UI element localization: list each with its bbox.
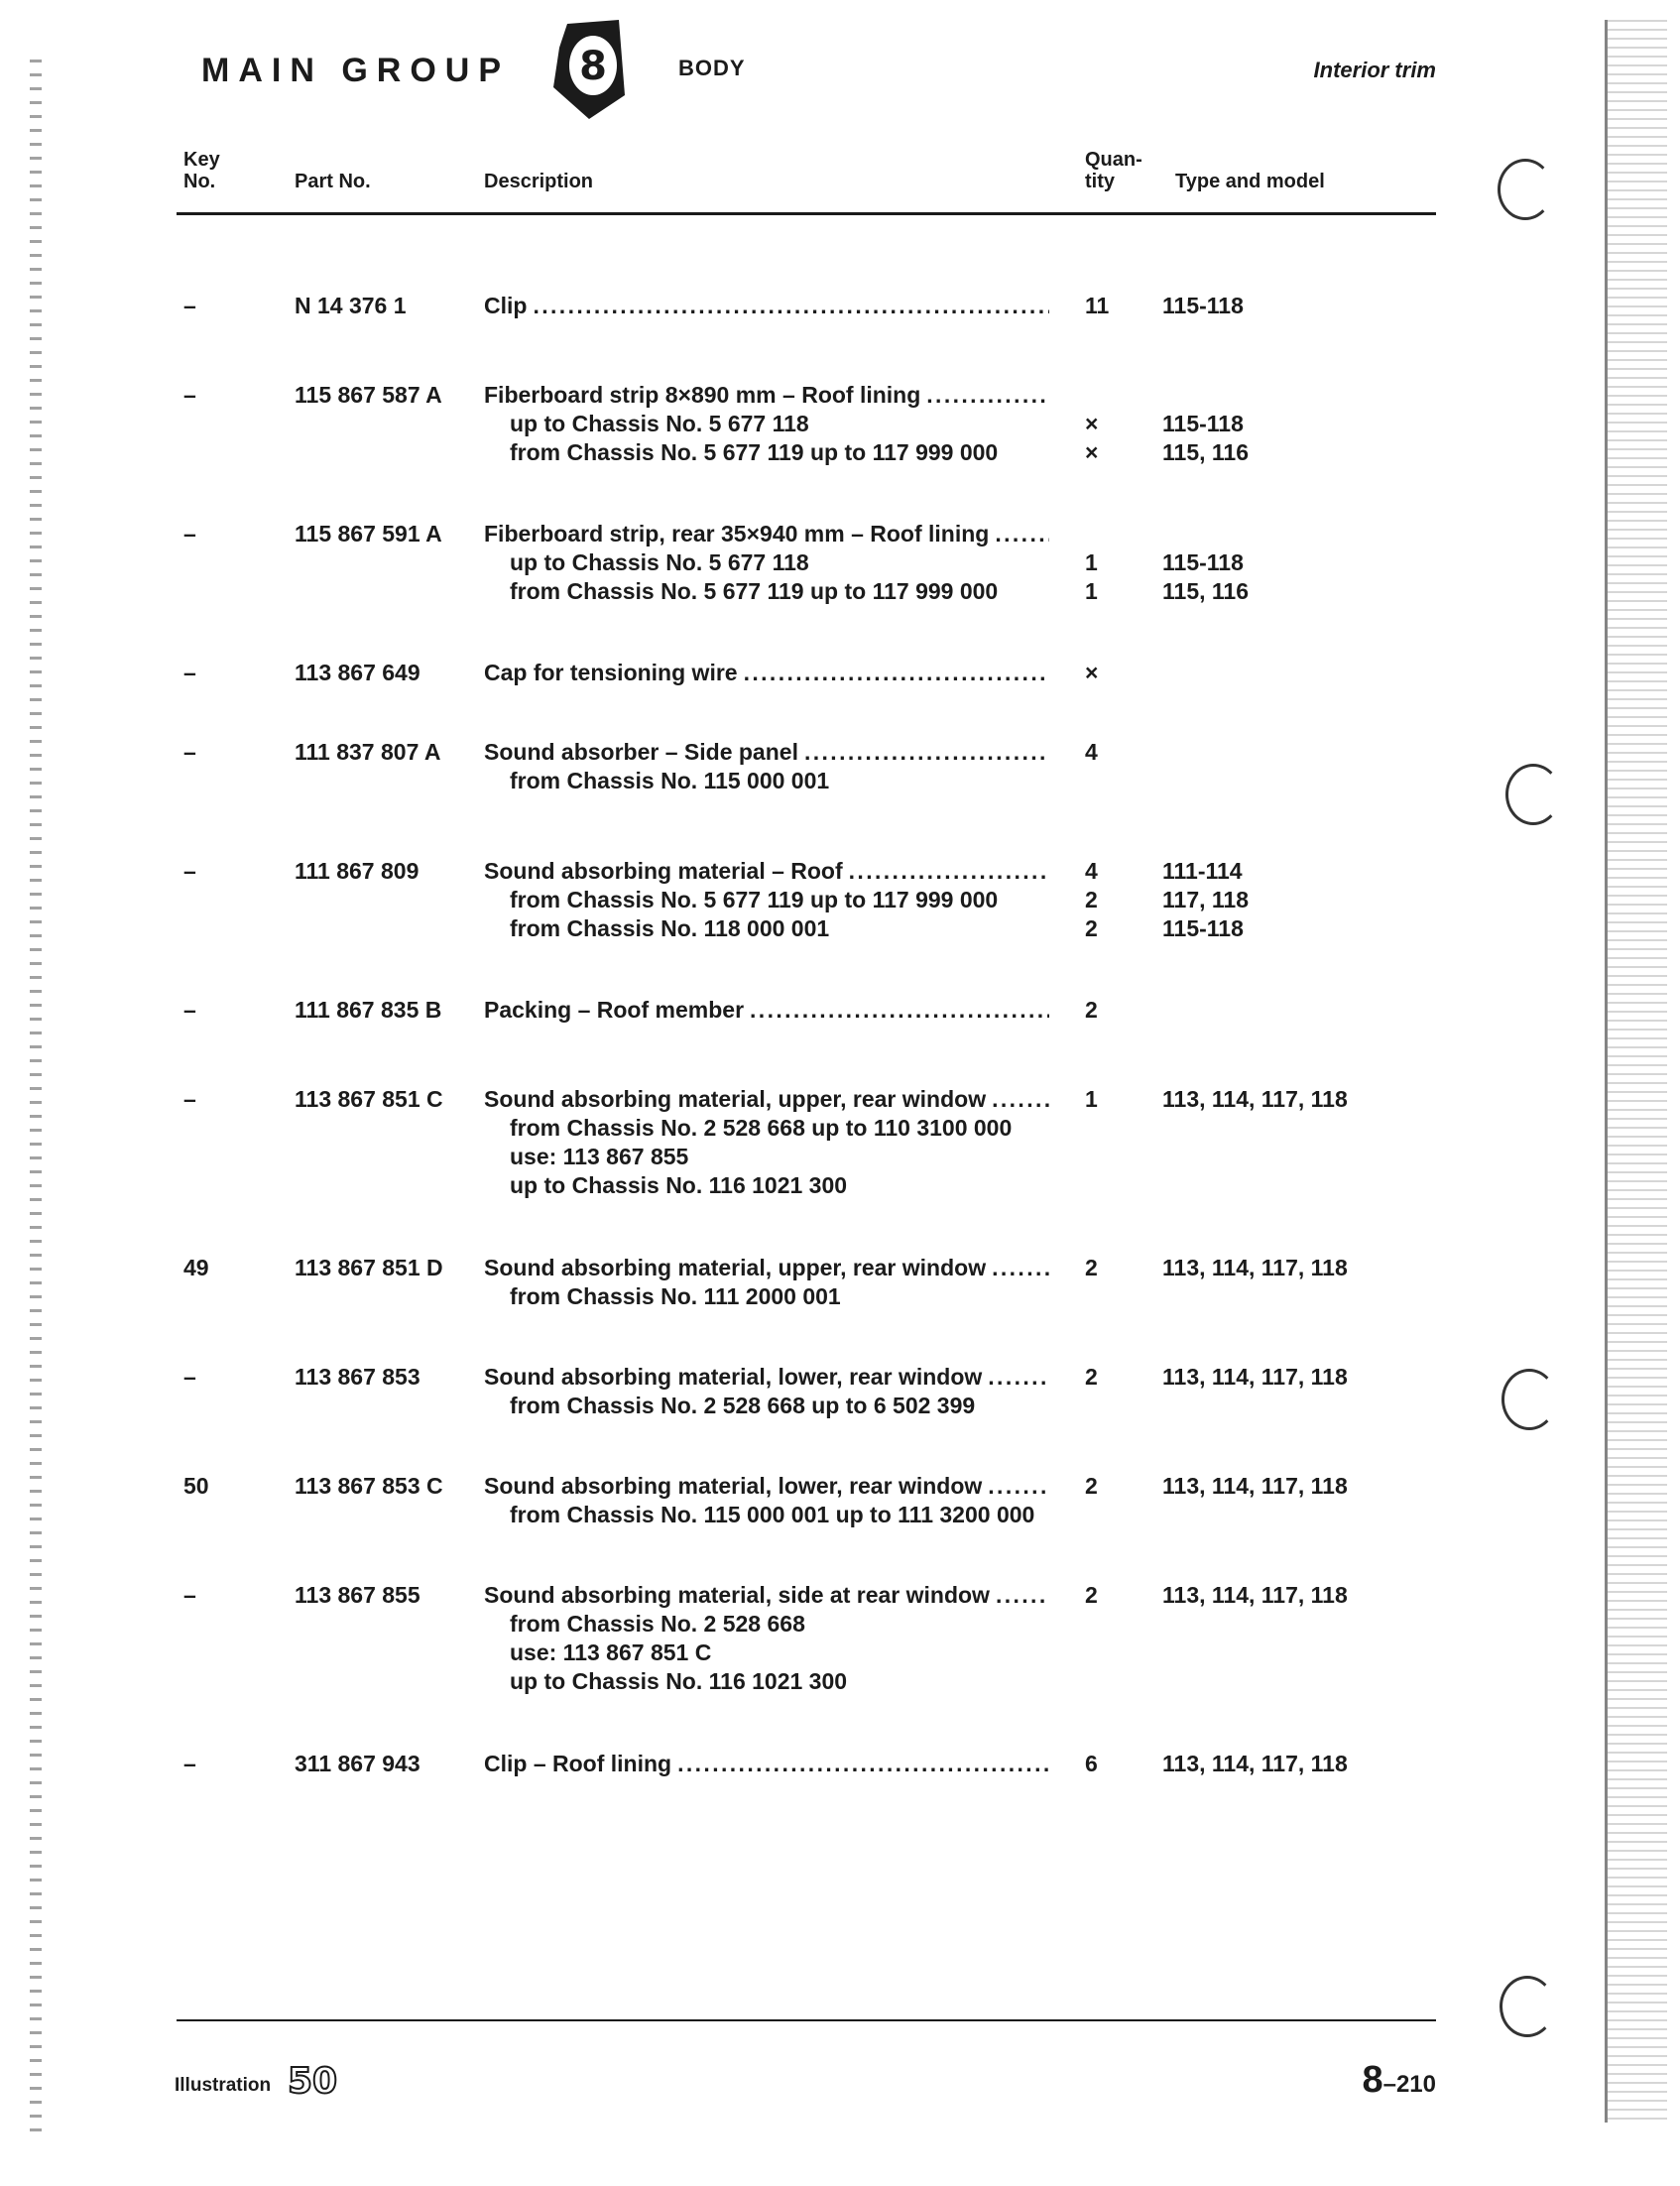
- description-text: Packing – Roof member: [484, 997, 745, 1023]
- description-text: Cap for tensioning wire: [484, 660, 738, 685]
- description-text: Clip – Roof lining: [484, 1751, 672, 1776]
- left-scan-edge: [30, 60, 42, 2142]
- key-number: 49: [183, 1255, 209, 1280]
- key-number: –: [183, 1582, 196, 1608]
- description-text: Sound absorbing material, upper, rear window: [484, 1255, 987, 1280]
- quantity-value: 2: [1085, 915, 1098, 941]
- type-model: [1162, 1085, 1348, 1114]
- group-name: BODY: [678, 56, 746, 80]
- type-model-value: 115, 116: [1162, 578, 1249, 604]
- chassis-note: from Chassis No. 5 677 119 up to 117 999 000: [510, 439, 999, 465]
- chassis-note: up to Chassis No. 5 677 118: [510, 411, 809, 436]
- type-model-value: 113, 114, 117, 118: [1162, 1364, 1348, 1390]
- description-text: Sound absorber – Side panel: [484, 739, 798, 765]
- type-model-value: 113, 114, 117, 118: [1162, 1582, 1348, 1608]
- dot-leader: [988, 1363, 1049, 1392]
- quantity: [1085, 381, 1098, 467]
- quantity-value: 2: [1085, 1364, 1098, 1390]
- col-description: Description: [484, 171, 594, 192]
- chassis-note: from Chassis No. 2 528 668: [510, 1611, 805, 1637]
- dot-leader: [677, 1750, 1049, 1778]
- quantity-value: 4: [1085, 858, 1098, 884]
- type-model-value: 113, 114, 117, 118: [1162, 1473, 1348, 1499]
- type-model-value: 111-114: [1162, 858, 1243, 884]
- main-group-heading: MAIN GROUP: [201, 52, 510, 89]
- type-model: [1162, 1581, 1348, 1610]
- quantity: [1085, 659, 1098, 687]
- chassis-note: from Chassis No. 111 2000 001: [510, 1283, 841, 1309]
- key-number: –: [183, 1364, 196, 1390]
- footer-rule: [177, 2019, 1436, 2021]
- col-key-no: Key No.: [183, 149, 220, 192]
- description: [484, 738, 1049, 795]
- chassis-note: from Chassis No. 115 000 001: [510, 768, 830, 793]
- group-number: 8: [579, 44, 607, 89]
- description: [484, 1581, 1049, 1696]
- quantity-value: 2: [1085, 1255, 1098, 1280]
- description: [484, 659, 1049, 687]
- right-binding-edge: [1605, 20, 1667, 2123]
- description: [484, 1085, 1049, 1200]
- chassis-note: use: 113 867 851 C: [510, 1640, 712, 1665]
- part-number: N 14 376 1: [295, 293, 407, 318]
- quantity: [1085, 1472, 1098, 1501]
- description: [484, 381, 1049, 467]
- dot-leader: [804, 738, 1049, 767]
- dot-leader: [744, 659, 1049, 687]
- type-model-value: 115-118: [1162, 411, 1244, 436]
- header-rule: [177, 212, 1436, 215]
- description-text: Sound absorbing material – Roof: [484, 858, 843, 884]
- quantity-value: 2: [1085, 887, 1098, 912]
- key-number: –: [183, 382, 196, 408]
- section-title: Interior trim: [1313, 58, 1436, 82]
- dot-leader: [996, 1581, 1049, 1610]
- dot-leader: [992, 1085, 1049, 1114]
- type-model-value: 117, 118: [1162, 887, 1249, 912]
- description-text: Sound absorbing material, lower, rear window: [484, 1473, 983, 1499]
- type-model: [1162, 1363, 1348, 1392]
- col-quantity: Quan- tity: [1085, 149, 1142, 192]
- quantity: [1085, 292, 1109, 320]
- dot-leader: [926, 381, 1049, 410]
- dot-leader: [750, 996, 1049, 1025]
- quantity-value: 6: [1085, 1751, 1098, 1776]
- col-type-model: Type and model: [1175, 171, 1325, 192]
- quantity-value: 1: [1085, 549, 1098, 575]
- quantity: [1085, 857, 1098, 943]
- illustration-number: 50: [288, 2061, 338, 2102]
- part-number: 115 867 591 A: [295, 521, 442, 546]
- quantity-value: ×: [1085, 411, 1099, 436]
- quantity: [1085, 1750, 1098, 1778]
- chassis-note: from Chassis No. 5 677 119 up to 117 999 000: [510, 578, 999, 604]
- chassis-note: from Chassis No. 115 000 001 up to 111 3200 000: [510, 1502, 1035, 1527]
- part-number: 311 867 943: [295, 1751, 420, 1776]
- quantity: [1085, 1581, 1098, 1610]
- quantity: [1085, 1254, 1098, 1282]
- key-number: –: [183, 858, 196, 884]
- description: [484, 292, 1049, 320]
- quantity: [1085, 1363, 1098, 1392]
- chassis-note: from Chassis No. 118 000 001: [510, 915, 830, 941]
- quantity-value: 1: [1085, 1086, 1098, 1112]
- key-number: –: [183, 739, 196, 765]
- quantity: [1085, 520, 1098, 606]
- quantity-value: 2: [1085, 1473, 1098, 1499]
- type-model: [1162, 520, 1249, 606]
- quantity-value: 2: [1085, 997, 1098, 1023]
- dot-leader: [995, 520, 1049, 548]
- punch-hole-4: [1500, 1976, 1555, 2037]
- type-model-value: 115-118: [1162, 915, 1244, 941]
- type-model: [1162, 1750, 1348, 1778]
- part-number: 115 867 587 A: [295, 382, 442, 408]
- part-number: 111 837 807 A: [295, 739, 441, 765]
- chassis-note: from Chassis No. 2 528 668 up to 110 3100 000: [510, 1115, 1013, 1141]
- quantity-value: 4: [1085, 739, 1098, 765]
- part-number: 113 867 649: [295, 660, 420, 685]
- chassis-note: from Chassis No. 2 528 668 up to 6 502 399: [510, 1393, 976, 1418]
- part-number: 113 867 855: [295, 1582, 420, 1608]
- quantity-value: ×: [1085, 439, 1099, 465]
- description: [484, 1363, 1049, 1420]
- key-number: –: [183, 997, 196, 1023]
- description: [484, 1750, 1049, 1778]
- description-text: Sound absorbing material, side at rear window: [484, 1582, 990, 1608]
- description-text: Sound absorbing material, upper, rear window: [484, 1086, 987, 1112]
- type-model-value: [1162, 520, 1249, 548]
- description-text: Sound absorbing material, lower, rear window: [484, 1364, 983, 1390]
- dot-leader: [988, 1472, 1049, 1501]
- illustration-label: Illustration: [175, 2075, 272, 2096]
- chassis-note: use: 113 867 855: [510, 1144, 689, 1169]
- type-model: [1162, 857, 1249, 943]
- description: [484, 1472, 1049, 1529]
- description-text: Clip: [484, 293, 528, 318]
- key-number: –: [183, 293, 196, 318]
- description: [484, 1254, 1049, 1311]
- punch-hole-2: [1505, 764, 1561, 825]
- type-model-value: 115-118: [1162, 549, 1244, 575]
- part-number: 113 867 851 D: [295, 1255, 443, 1280]
- description-text: Fiberboard strip, rear 35×940 mm – Roof lining: [484, 521, 990, 546]
- chassis-note: up to Chassis No. 116 1021 300: [510, 1172, 848, 1198]
- key-number: 50: [183, 1473, 209, 1499]
- chassis-note: from Chassis No. 5 677 119 up to 117 999 000: [510, 887, 999, 912]
- part-number: 111 867 835 B: [295, 997, 442, 1023]
- dot-leader: [849, 857, 1049, 886]
- col-part-no: Part No.: [295, 171, 371, 192]
- quantity: [1085, 996, 1098, 1025]
- part-number: 113 867 851 C: [295, 1086, 443, 1112]
- part-number: 113 867 853: [295, 1364, 420, 1390]
- quantity-value: [1085, 520, 1098, 548]
- type-model: [1162, 381, 1249, 467]
- type-model-value: 113, 114, 117, 118: [1162, 1751, 1348, 1776]
- chassis-note: up to Chassis No. 116 1021 300: [510, 1668, 848, 1694]
- quantity-value: 1: [1085, 578, 1098, 604]
- punch-hole-3: [1501, 1369, 1557, 1430]
- key-number: –: [183, 1086, 196, 1112]
- group-number-badge: [549, 18, 629, 121]
- group-badge-icon: [549, 18, 629, 121]
- type-model-value: 115-118: [1162, 293, 1244, 318]
- dot-leader: [533, 292, 1049, 320]
- description: [484, 857, 1049, 943]
- part-number: 111 867 809: [295, 858, 420, 884]
- type-model: [1162, 1472, 1348, 1501]
- key-number: –: [183, 521, 196, 546]
- type-model: [1162, 1254, 1348, 1282]
- quantity-value: [1085, 381, 1098, 410]
- quantity: [1085, 1085, 1098, 1114]
- type-model-value: 113, 114, 117, 118: [1162, 1255, 1348, 1280]
- punch-hole-1: [1498, 159, 1553, 220]
- type-model-value: 113, 114, 117, 118: [1162, 1086, 1348, 1112]
- page-number: 8–210: [1362, 2059, 1436, 2101]
- description: [484, 996, 1049, 1025]
- quantity-value: ×: [1085, 660, 1099, 685]
- type-model-value: [1162, 381, 1249, 410]
- key-number: –: [183, 660, 196, 685]
- part-number: 113 867 853 C: [295, 1473, 443, 1499]
- type-model: [1162, 292, 1244, 320]
- dot-leader: [992, 1254, 1049, 1282]
- description-text: Fiberboard strip 8×890 mm – Roof lining: [484, 382, 921, 408]
- description: [484, 520, 1049, 606]
- chassis-note: up to Chassis No. 5 677 118: [510, 549, 809, 575]
- quantity-value: 2: [1085, 1582, 1098, 1608]
- quantity: [1085, 738, 1098, 767]
- quantity-value: 11: [1085, 293, 1110, 318]
- type-model-value: 115, 116: [1162, 439, 1249, 465]
- key-number: –: [183, 1751, 196, 1776]
